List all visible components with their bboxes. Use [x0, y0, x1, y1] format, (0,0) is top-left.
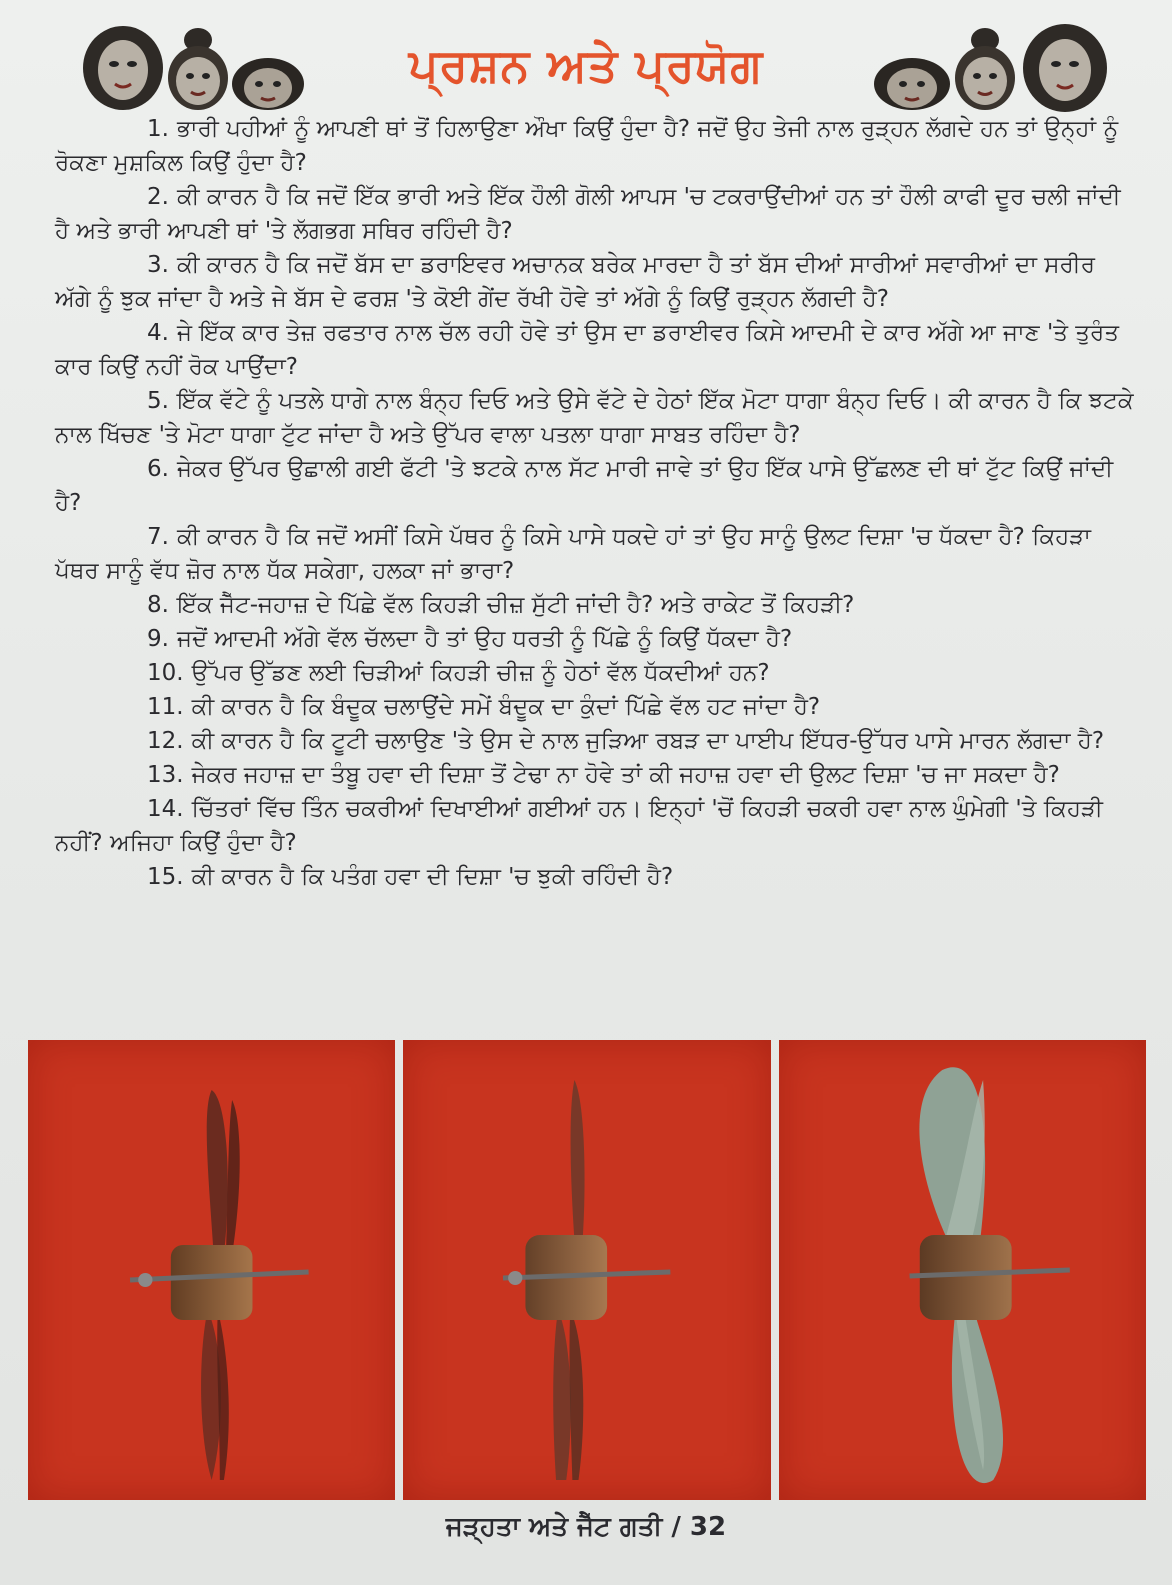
question-text: ਜਦੋਂ ਆਦਮੀ ਅੱਗੇ ਵੱਲ ਚੱਲਦਾ ਹੈ ਤਾਂ ਉਹ ਧਰਤੀ ਨੂੰ ਪਿੱਛੇ ਨੂੰ ਕਿਉਂ ਧੱਕਦਾ ਹੈ? — [176, 626, 793, 652]
question-text: ਕੀ ਕਾਰਨ ਹੈ ਕਿ ਜਦੋਂ ਇੱਕ ਭਾਰੀ ਅਤੇ ਇੱਕ ਹੌਲੀ ਗੋਲੀ ਆਪਸ 'ਚ ਟਕਰਾਉਂਦੀਆਂ ਹਨ ਤਾਂ ਹੌਲੀ ਕਾਫੀ ਦੂਰ ਚਲੀ ਜਾਂਦੀ ਹੈ ਅਤੇ ਭਾਰੀ ਆਪਣੀ ਥਾਂ 'ਤੇ ਲੱਗਭਗ ਸਥਿਰ ਰਹਿੰਦੀ ਹੈ? — [55, 184, 1121, 244]
question-13 — [55, 758, 1135, 792]
question-number: 1. — [147, 116, 169, 142]
pinwheel-photos — [28, 1040, 1146, 1500]
question-15 — [55, 860, 1135, 894]
question-7 — [55, 520, 1135, 588]
question-1 — [55, 112, 1135, 180]
question-text: ਉੱਪਰ ਉੱਡਣ ਲਈ ਚਿੜੀਆਂ ਕਿਹੜੀ ਚੀਜ਼ ਨੂੰ ਹੇਠਾਂ ਵੱਲ ਧੱਕਦੀਆਂ ਹਨ? — [191, 660, 770, 686]
question-text: ਭਾਰੀ ਪਹੀਆਂ ਨੂੰ ਆਪਣੀ ਥਾਂ ਤੋਂ ਹਿਲਾਉਣਾ ਔਖਾ ਕਿਉਂ ਹੁੰਦਾ ਹੈ? ਜਦੋਂ ਉਹ ਤੇਜੀ ਨਾਲ ਰੁੜ੍ਹਨ ਲੱਗਦੇ ਹਨ ਤਾਂ ਉਨ੍ਹਾਂ ਨੂੰ ਰੋਕਣਾ ਮੁਸ਼ਕਿਲ ਕਿਉਂ ਹੁੰਦਾ ਹੈ? — [55, 116, 1119, 176]
question-number: 12. — [147, 728, 184, 754]
pinwheel-flat-blades-icon — [403, 1040, 770, 1500]
question-number: 10. — [147, 660, 184, 686]
question-5 — [55, 384, 1135, 452]
pinwheel-twisted-blades-icon — [779, 1040, 1146, 1500]
cartoon-faces-right — [867, 18, 1112, 113]
question-number: 15. — [147, 864, 184, 890]
question-text: ਜੇਕਰ ਉੱਪਰ ਉਛਾਲੀ ਗਈ ਫੱਟੀ 'ਤੇ ਝਟਕੇ ਨਾਲ ਸੱਟ ਮਾਰੀ ਜਾਵੇ ਤਾਂ ਉਹ ਇੱਕ ਪਾਸੇ ਉੱਛਲਣ ਦੀ ਥਾਂ ਟੁੱਟ ਕਿਉਂ ਜਾਂਦੀ ਹੈ? — [55, 456, 1114, 516]
question-text: ਇੱਕ ਜੈੱਟ-ਜਹਾਜ਼ ਦੇ ਪਿੱਛੇ ਵੱਲ ਕਿਹੜੀ ਚੀਜ਼ ਸੁੱਟੀ ਜਾਂਦੀ ਹੈ? ਅਤੇ ਰਾਕੇਟ ਤੋਂ ਕਿਹੜੀ? — [176, 592, 855, 618]
question-text: ਇੱਕ ਵੱਟੇ ਨੂੰ ਪਤਲੇ ਧਾਗੇ ਨਾਲ ਬੰਨ੍ਹ ਦਿਓ ਅਤੇ ਉਸੇ ਵੱਟੇ ਦੇ ਹੇਠਾਂ ਇੱਕ ਮੋਟਾ ਧਾਗਾ ਬੰਨ੍ਹ ਦਿਓ। ਕੀ ਕਾਰਨ ਹੈ ਕਿ ਝਟਕੇ ਨਾਲ ਖਿੱਚਣ 'ਤੇ ਮੋਟਾ ਧਾਗਾ ਟੁੱਟ ਜਾਂਦਾ ਹੈ ਅਤੇ ਉੱਪਰ ਵਾਲਾ ਪਤਲਾ ਧਾਗਾ ਸਾਬਤ ਰਹਿੰਦਾ ਹੈ? — [55, 388, 1134, 448]
question-number: 4. — [147, 320, 169, 346]
question-text: ਕੀ ਕਾਰਨ ਹੈ ਕਿ ਬੰਦੂਕ ਚਲਾਉਂਦੇ ਸਮੇਂ ਬੰਦੂਕ ਦਾ ਕੁੰਦਾਂ ਪਿੱਛੇ ਵੱਲ ਹਟ ਜਾਂਦਾ ਹੈ? — [191, 694, 821, 720]
page-header — [0, 10, 1172, 110]
question-9 — [55, 622, 1135, 656]
question-text: ਜੇਕਰ ਜਹਾਜ਼ ਦਾ ਤੰਬੂ ਹਵਾ ਦੀ ਦਿਸ਼ਾ ਤੋਂ ਟੇਢਾ ਨਾ ਹੋਵੇ ਤਾਂ ਕੀ ਜਹਾਜ਼ ਹਵਾ ਦੀ ਉਲਟ ਦਿਸ਼ਾ 'ਚ ਜਾ ਸਕਦਾ ਹੈ? — [191, 762, 1060, 788]
question-10 — [55, 656, 1135, 690]
question-text: ਕੀ ਕਾਰਨ ਹੈ ਕਿ ਟੂਟੀ ਚਲਾਉਣ 'ਤੇ ਉਸ ਦੇ ਨਾਲ ਜੁੜਿਆ ਰਬੜ ਦਾ ਪਾਈਪ ਇੱਧਰ-ਉੱਧਰ ਪਾਸੇ ਮਾਰਨ ਲੱਗਦਾ ਹੈ? — [191, 728, 1105, 754]
kids-faces-illustration-right — [867, 18, 1112, 113]
question-14 — [55, 792, 1135, 860]
question-6 — [55, 452, 1135, 520]
question-number: 9. — [147, 626, 169, 652]
question-text: ਕੀ ਕਾਰਨ ਹੈ ਕਿ ਜਦੋਂ ਅਸੀਂ ਕਿਸੇ ਪੱਥਰ ਨੂੰ ਕਿਸੇ ਪਾਸੇ ਧਕਦੇ ਹਾਂ ਤਾਂ ਉਹ ਸਾਨੂੰ ਉਲਟ ਦਿਸ਼ਾ 'ਚ ਧੱਕਦਾ ਹੈ? ਕਿਹੜਾ ਪੱਥਰ ਸਾਨੂੰ ਵੱਧ ਜ਼ੋਰ ਨਾਲ ਧੱਕ ਸਕੇਗਾ, ਹਲਕਾ ਜਾਂ ਭਾਰਾ? — [55, 524, 1091, 584]
question-number: 14. — [147, 796, 184, 822]
pinwheel-photo-3 — [779, 1040, 1146, 1500]
question-number: 6. — [147, 456, 169, 482]
question-text: ਚਿੱਤਰਾਂ ਵਿੱਚ ਤਿੰਨ ਚਕਰੀਆਂ ਦਿਖਾਈਆਂ ਗਈਆਂ ਹਨ। ਇਨ੍ਹਾਂ 'ਚੋਂ ਕਿਹੜੀ ਚਕਰੀ ਹਵਾ ਨਾਲ ਘੁੰਮੇਗੀ 'ਤੇ ਕਿਹੜੀ ਨਹੀਂ? ਅਜਿਹਾ ਕਿਉਂ ਹੁੰਦਾ ਹੈ? — [55, 796, 1103, 856]
question-8 — [55, 588, 1135, 622]
question-12 — [55, 724, 1135, 758]
question-number: 8. — [147, 592, 169, 618]
question-2 — [55, 180, 1135, 248]
page-footer: ਜੜ੍ਹਤਾ ਅਤੇ ਜੈੱਟ ਗਤੀ / 32 — [445, 1512, 727, 1542]
questions-list — [55, 112, 1135, 894]
question-number: 3. — [147, 252, 169, 278]
question-4 — [55, 316, 1135, 384]
page-title: ਪ੍ਰਸ਼ਨ ਅਤੇ ਪ੍ਰਯੋਗ — [408, 38, 764, 92]
pinwheel-photo-2 — [403, 1040, 770, 1500]
question-text: ਕੀ ਕਾਰਨ ਹੈ ਕਿ ਪਤੰਗ ਹਵਾ ਦੀ ਦਿਸ਼ਾ 'ਚ ਝੁਕੀ ਰਹਿੰਦੀ ਹੈ? — [191, 864, 674, 890]
question-number: 13. — [147, 762, 184, 788]
question-number: 5. — [147, 388, 169, 414]
question-number: 7. — [147, 524, 169, 550]
question-text: ਕੀ ਕਾਰਨ ਹੈ ਕਿ ਜਦੋਂ ਬੱਸ ਦਾ ਡਰਾਇਵਰ ਅਚਾਨਕ ਬਰੇਕ ਮਾਰਦਾ ਹੈ ਤਾਂ ਬੱਸ ਦੀਆਂ ਸਾਰੀਆਂ ਸਵਾਰੀਆਂ ਦਾ ਸਰੀਰ ਅੱਗੇ ਨੂੰ ਝੁਕ ਜਾਂਦਾ ਹੈ ਅਤੇ ਜੇ ਬੱਸ ਦੇ ਫਰਸ਼ 'ਤੇ ਕੋਈ ਗੇਂਦ ਰੱਖੀ ਹੋਵੇ ਤਾਂ ਅੱਗੇ ਨੂੰ ਕਿਉਂ ਰੁੜ੍ਹਨ ਲੱਗਦੀ ਹੈ? — [55, 252, 1095, 312]
question-number: 11. — [147, 694, 184, 720]
question-text: ਜੇ ਇੱਕ ਕਾਰ ਤੇਜ਼ ਰਫਤਾਰ ਨਾਲ ਚੱਲ ਰਹੀ ਹੋਵੇ ਤਾਂ ਉਸ ਦਾ ਡਰਾਈਵਰ ਕਿਸੇ ਆਦਮੀ ਦੇ ਕਾਰ ਅੱਗੇ ਆ ਜਾਣ 'ਤੇ ਤੁਰੰਤ ਕਾਰ ਕਿਉਂ ਨਹੀਂ ਰੋਕ ਪਾਉਂਦਾ? — [55, 320, 1119, 380]
pinwheel-photo-1 — [28, 1040, 395, 1500]
question-11 — [55, 690, 1135, 724]
question-number: 2. — [147, 184, 169, 210]
pinwheel-thin-blades-icon — [28, 1040, 395, 1500]
question-3 — [55, 248, 1135, 316]
